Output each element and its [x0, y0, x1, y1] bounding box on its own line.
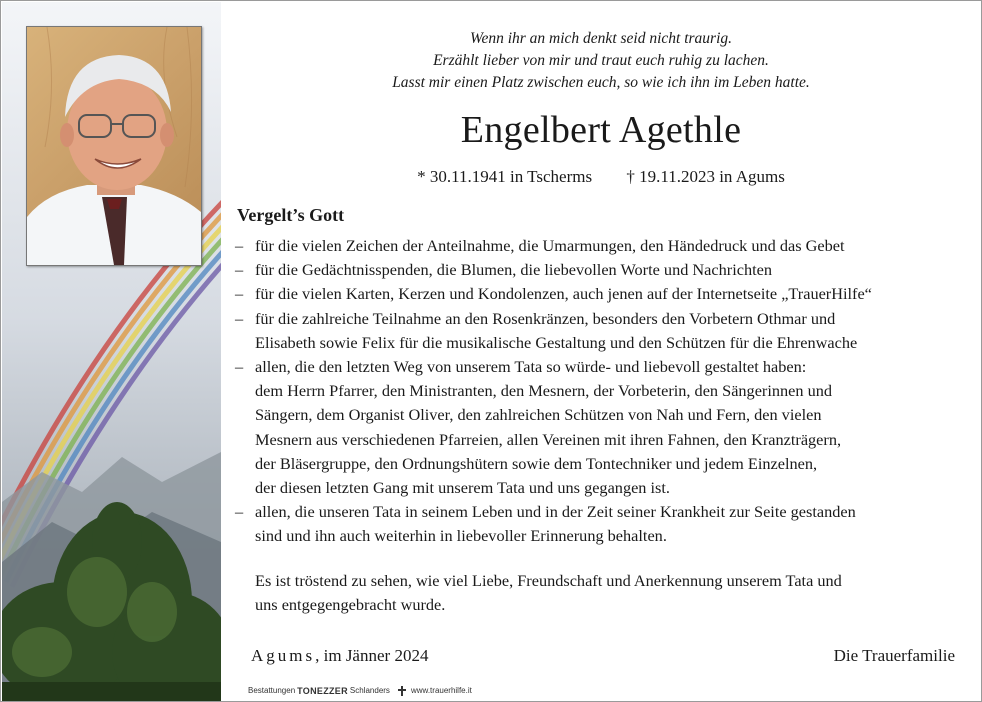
place-date-text: , im Jänner 2024 [315, 646, 429, 665]
dash: – [235, 260, 244, 280]
closing-line: uns entgegengebracht wurde. [255, 595, 446, 615]
list-item [235, 500, 965, 548]
life-dates [241, 165, 961, 189]
place-town: Agums [251, 646, 316, 665]
item-line: der Bläsergruppe, den Ordnungshütern sowie dem Tontechniker und jedem Einzelnen, [255, 453, 818, 473]
item-line: Sängern, dem Organist Oliver, den zahlreichen Schützen von Nah und Fern, den vielen [255, 405, 822, 425]
place-date [251, 644, 428, 668]
deceased-name: Engelbert Agethle [460, 109, 742, 151]
item-line: der diesen letzten Gang mit unserem Tata und uns gegangen ist. [255, 478, 670, 498]
item-line: dem Herrn Pfarrer, den Ministranten, den Mesnern, der Vorbeterin, den Sängerinnen und [255, 381, 833, 401]
item-line: für die vielen Zeichen der Anteilnahme, die Umarmungen, den Händedruck und das Gebet [255, 236, 845, 255]
dash: – [235, 236, 244, 255]
closing-text [255, 569, 965, 617]
item-line: Mesnern aus verschiedenen Pfarreien, allen Vereinen mit ihren Fahnen, den Kranzträgern, [255, 429, 842, 449]
list-item [235, 282, 965, 306]
portrait-icon [27, 27, 201, 265]
dash: – [235, 284, 244, 304]
item-line: für die zahlreiche Teilnahme an den Rosenkränzen, besonders den Vorbetern Othmar und [255, 308, 836, 328]
portrait-photo [26, 26, 202, 266]
closing-line: Es ist tröstend zu sehen, wie viel Liebe, Freundschaft und Anerkennung unserem Tata und [255, 571, 842, 590]
rainbow-landscape-image [2, 2, 221, 701]
poem-line: Lasst mir einen Platz zwischen euch, so wie ich ihn im Leben hatte. [392, 74, 810, 91]
trauerhilfe-logo-icon [396, 686, 408, 696]
list-item [235, 355, 965, 500]
dash: – [235, 357, 244, 377]
poem-line: Erzählt lieber von mir und traut euch ruhig zu lachen. [433, 52, 769, 69]
footer-prefix: Bestattungen [248, 686, 296, 695]
signature-family: Die Trauerfamilie [833, 646, 955, 665]
poem-line: Wenn ihr an mich denkt seid nicht traurig. [469, 30, 733, 47]
birth-date: * 30.11.1941 in Tscherms [417, 167, 593, 186]
thanks-heading: Vergelt’s Gott [237, 205, 345, 225]
poem [241, 28, 961, 94]
list-item [235, 307, 965, 355]
list-item [235, 258, 965, 282]
item-line: für die Gedächtnisspenden, die Blumen, die liebevollen Worte und Nachrichten [255, 260, 772, 280]
item-line: für die vielen Karten, Kerzen und Kondolenzen, auch jenen auf der Internetseite „TrauerHilfe“ [255, 284, 872, 304]
footer-credit [248, 686, 472, 696]
dash: – [235, 308, 244, 328]
death-date: † 19.11.2023 in Agums [626, 167, 785, 186]
thanks-list [235, 234, 965, 549]
item-line: allen, die unseren Tata in seinem Leben und in der Zeit seiner Krankheit zur Seite gestanden [255, 502, 856, 522]
footer-suffix: Schlanders [349, 686, 390, 695]
footer-brand: TONEZZER [297, 686, 348, 696]
item-line: sind und ihn auch weiterhin in liebevoller Erinnerung behalten. [255, 526, 667, 546]
dash: – [235, 502, 244, 522]
item-line: allen, die den letzten Weg von unserem Tata so würde- und liebevoll gestaltet haben: [255, 357, 807, 377]
footer-url[interactable]: www.trauerhilfe.it [410, 686, 472, 695]
item-line: Elisabeth sowie Felix für die musikalische Gestaltung und den Schützen für die Ehrenwache [255, 332, 858, 352]
list-item [235, 234, 965, 258]
